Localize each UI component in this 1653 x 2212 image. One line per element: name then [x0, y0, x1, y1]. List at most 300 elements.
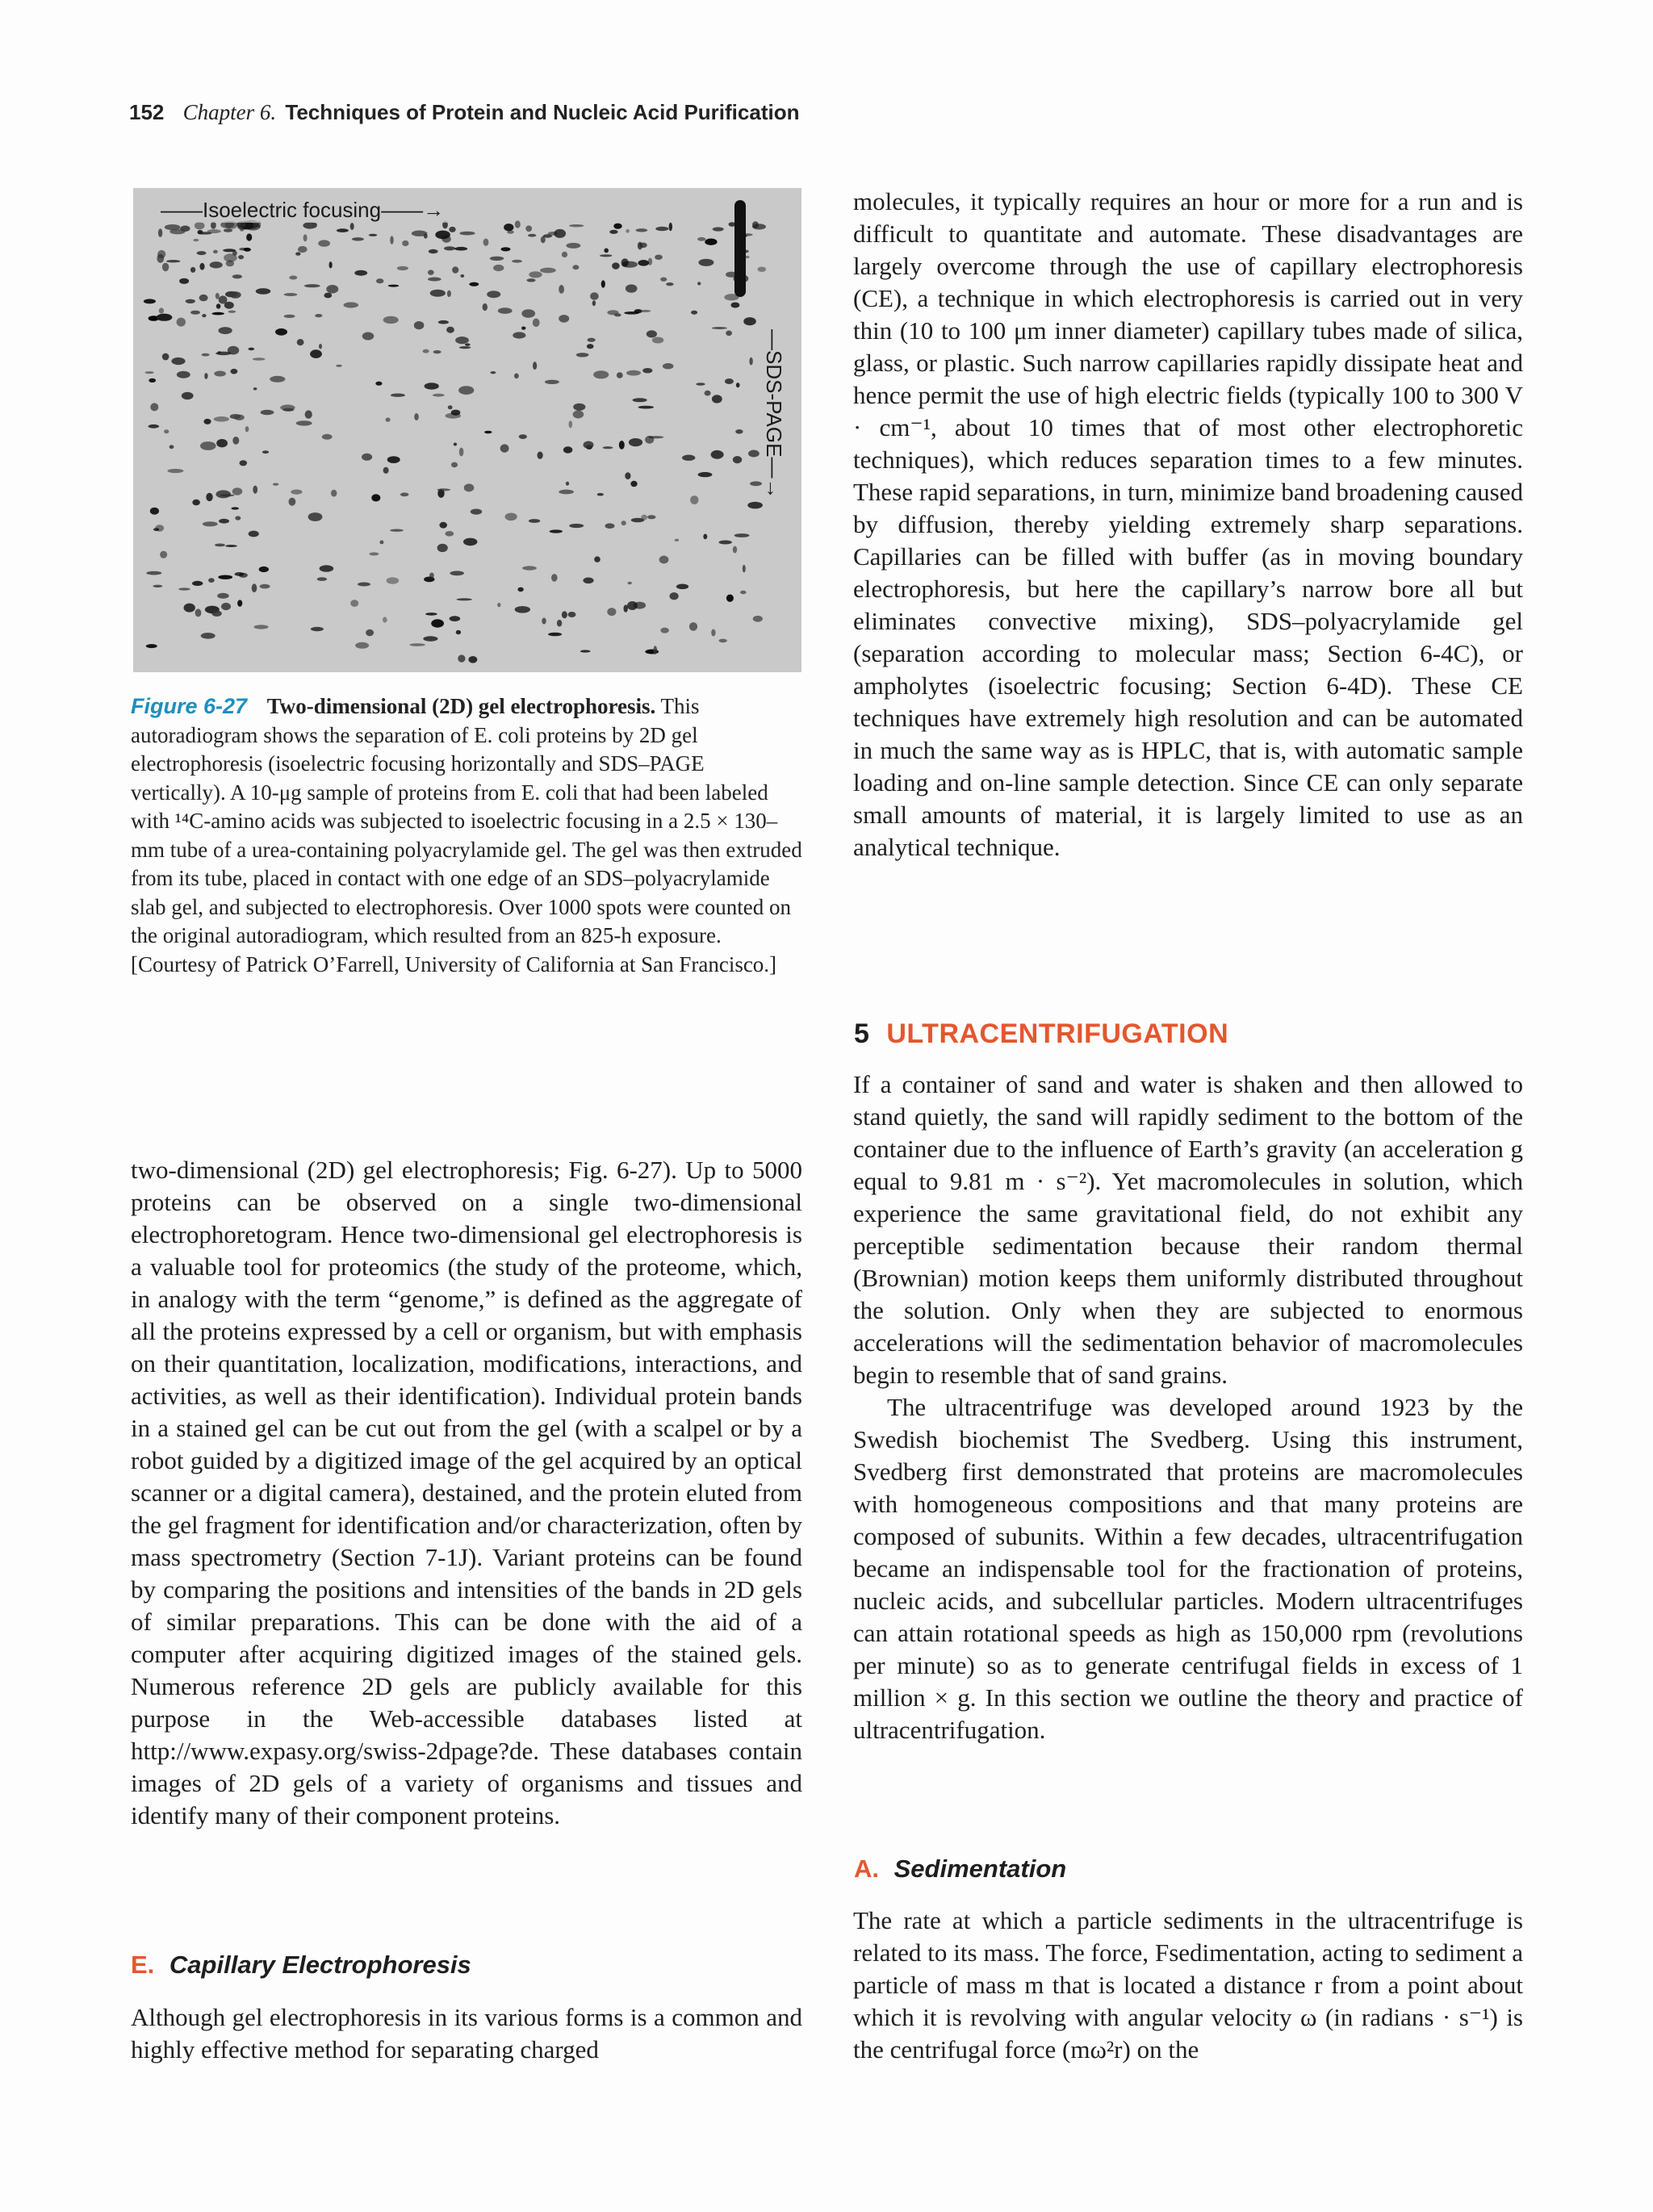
gel-spot: [659, 556, 669, 564]
gel-spot: [743, 565, 746, 573]
gel-spot: [621, 258, 629, 266]
gel-spot: [545, 380, 559, 384]
gel-spot: [423, 636, 437, 641]
gel-spot: [166, 260, 180, 262]
gel-spot: [593, 370, 609, 378]
gel-spot: [522, 566, 537, 570]
gel-spot: [645, 436, 654, 444]
gel-spot: [199, 295, 208, 301]
gel-spot: [719, 639, 727, 643]
gel-spot: [208, 578, 215, 583]
gel-spot: [219, 519, 229, 524]
gel-spot: [400, 492, 409, 496]
gel-spot: [584, 441, 594, 449]
gel-spot: [515, 606, 530, 613]
gel-spot: [178, 587, 190, 590]
subsection-heading-e: [131, 1951, 471, 1980]
gel-spot: [149, 424, 160, 429]
gel-spot: [221, 603, 231, 610]
gel-spot: [647, 330, 657, 337]
gel-spot: [454, 443, 457, 446]
gel-spot: [303, 234, 308, 241]
gel-spot: [647, 515, 655, 519]
gel-spot: [464, 483, 475, 491]
gel-spot: [337, 228, 349, 232]
gel-spot: [171, 358, 185, 365]
subsection-letter: A.: [854, 1854, 879, 1883]
gel-spot: [350, 600, 358, 607]
gel-spot: [538, 452, 543, 459]
gel-spot: [376, 278, 383, 283]
gel-spot: [719, 541, 732, 545]
gel-spot: [238, 255, 244, 259]
gel-spot: [758, 267, 767, 272]
gel-spot: [628, 582, 632, 584]
gel-spot: [487, 291, 500, 298]
gel-spot: [369, 552, 379, 555]
gel-spot: [493, 265, 504, 271]
gel-spot: [528, 234, 536, 237]
gel-spot: [607, 608, 616, 616]
gel-spot: [192, 581, 203, 586]
gel-spot: [490, 257, 504, 261]
gel-spot: [253, 486, 257, 494]
gel-spot: [711, 629, 715, 637]
isoelectric-focusing-label: ——Isoelectric focusing——→: [157, 198, 447, 223]
gel-spot: [654, 646, 658, 654]
left-column-bottom: [131, 2001, 802, 2066]
chapter-label: Chapter 6.: [182, 100, 277, 124]
gel-spot: [551, 574, 558, 582]
gel-spot: [383, 617, 387, 622]
gel-spot: [297, 339, 304, 345]
gel-spot: [311, 627, 324, 631]
gel-spot: [261, 410, 274, 415]
gel-spot: [232, 437, 239, 445]
gel-spot: [543, 234, 552, 237]
gel-spot: [215, 544, 225, 547]
gel-spot: [428, 270, 434, 274]
gel-spot: [471, 509, 482, 515]
gel-spot: [468, 656, 477, 663]
gel-spot: [703, 534, 707, 540]
gel-spot: [447, 291, 451, 297]
figure-caption-text: This autoradiogram shows the separation of E. coli proteins by 2D gel electrophoresis (isoelectric focusing horizontally and SDS–PAGE vertically). A 10-μg sample of proteins from E. coli that had been labeled with ¹⁴C-amino acids was subjected to isoelectric focusing in a 2.5 × 130–mm tube of a urea-containing polyacrylamide gel. The gel was then extruded from its tube, placed in contact with one edge of an SDS–polyacrylamide slab gel, and subjected to electrophoresis. Over 1000 spots were counted on the original autoradiogram, which resulted from an 825-h exposure. [Courtesy of Patrick O’Farrell, University of California at San Francisco.]: [131, 694, 802, 976]
gel-autoradiogram-image: [133, 188, 801, 672]
gel-spot: [387, 577, 400, 584]
right-paragraph-4: The rate at which a particle sediments in the ultracentrifuge is related to its mass. The force, Fsedimentation, acting to sediment a particle of mass m that is located a distance r from a point about which it is revolving with angular velocity ω (in radians · s⁻¹) is the centrifugal force (mω²r) on the: [853, 1906, 1523, 2064]
gel-spot: [712, 327, 727, 329]
gel-spot: [567, 243, 581, 249]
gel-spot: [284, 293, 298, 296]
gel-spot: [186, 299, 195, 303]
gel-spot: [237, 600, 242, 607]
gel-spot: [304, 284, 320, 287]
gel-spot: [439, 522, 447, 529]
gel-spot: [291, 490, 302, 495]
gel-spot: [533, 319, 540, 328]
gel-spot: [239, 248, 247, 251]
gel-spot: [350, 223, 354, 230]
gel-spot: [160, 551, 167, 558]
gel-spot: [445, 531, 454, 537]
gel-spot: [675, 539, 679, 542]
gel-spot: [631, 518, 644, 523]
gel-spot: [607, 310, 618, 315]
gel-spot: [158, 228, 162, 237]
gel-spot: [409, 643, 425, 646]
gel-spot: [217, 593, 229, 599]
gel-spot: [231, 507, 239, 509]
gel-spot: [521, 327, 525, 330]
gel-spot: [162, 263, 169, 272]
gel-spot: [388, 285, 399, 287]
gel-spot: [318, 240, 330, 246]
gel-spot: [456, 630, 461, 634]
gel-spot: [177, 318, 186, 327]
gel-spot: [698, 472, 713, 477]
gel-spot: [195, 222, 205, 230]
gel-spot: [362, 454, 372, 461]
gel-spot: [179, 278, 189, 284]
subsection-heading-a: [854, 1854, 1066, 1884]
gel-spot: [630, 481, 637, 487]
gel-spot: [232, 487, 243, 495]
gel-spot: [402, 240, 408, 246]
gel-spot: [225, 545, 237, 547]
gel-spot: [203, 521, 218, 526]
left-paragraph-2: Although gel electrophoresis in its various forms is a common and highly effective method for separating charged: [131, 2003, 802, 2064]
gel-spot: [331, 490, 337, 497]
gel-spot: [310, 349, 322, 358]
gel-spot: [423, 349, 429, 353]
gel-spot: [249, 348, 255, 351]
gel-spot: [705, 391, 711, 396]
gel-spot: [500, 444, 509, 452]
gel-spot: [733, 456, 742, 463]
gel-spot: [559, 490, 574, 495]
gel-spot: [298, 246, 308, 253]
gel-spot: [149, 378, 156, 383]
right-column-top: [853, 186, 1523, 863]
gel-spot: [190, 311, 200, 315]
gel-spot: [626, 229, 630, 233]
gel-spot: [429, 249, 438, 253]
gel-spot: [642, 368, 652, 373]
subsection-title: Sedimentation: [893, 1854, 1067, 1883]
right-paragraph-3: The ultracentrifuge was developed around 1923 by the Swedish biochemist The Svedberg. Using this instrument, Svedberg first demonstrated that proteins are macromolecules with homogeneous compositions and that many proteins are composed of subunits. Within a few decades, ultracentrifugation became an indispensable tool for the fractionation of proteins, nucleic acids, and subcellular particles. Modern ultracentrifuges can attain rotational speeds as high as 150,000 rpm (revolutions per minute) so as to generate centrifugal fields in excess of 1 million × g. In this section we outline the theory and practice of ultracentrifugation.: [853, 1393, 1523, 1744]
gel-spot: [199, 263, 204, 270]
gel-spot: [514, 374, 519, 379]
gel-spot: [446, 327, 454, 333]
gel-spot: [569, 224, 584, 227]
gel-spot: [253, 387, 257, 390]
gel-spot: [605, 523, 615, 529]
gel-spot: [202, 353, 210, 357]
gel-streak: [734, 200, 746, 297]
gel-spot: [216, 293, 220, 299]
gel-spot: [569, 524, 584, 528]
gel-spot: [603, 446, 613, 449]
gel-spot: [573, 404, 585, 411]
gel-spot: [206, 493, 212, 501]
gel-spot: [200, 441, 216, 450]
gel-spot: [280, 404, 295, 410]
gel-spot: [228, 346, 239, 355]
gel-spot: [451, 462, 458, 468]
gel-spot: [324, 293, 332, 299]
gel-spot: [554, 229, 566, 238]
right-paragraph-1: molecules, it typically requires an hour or more for a run and is difficult to quantitate and automate. These disadvantages are largely overcome through the use of capillary electrophoresis (CE), a technique in which electrophoresis is carried out in very thin (10 to 100 μm inner diameter) capillary tubes made of silica, glass, or plastic. Such narrow capillaries rapidly dissipate heat and hence permit the use of high electric fields (typically 100 to 300 V · cm⁻¹, about 10 times that of most other electrophoretic techniques), which reduces separation times to a few minutes. These rapid separations, in turn, minimize band broadening caused by diffusion, thereby yielding extremely sharp separations. Capillaries can be filled with buffer (as in moving boundary electrophoresis, but here the capillary’s narrow bore all but eliminates convective mixing), SDS–polyacrylamide gel (separation according to molecular mass; Section 6-4C), or ampholytes (isoelectric focusing; Section 6-4D). These CE techniques have extremely high resolution and can be automated in much the same way as is HPLC, that is, with automatic sample loading and on-line sample detection. Since CE can only separate small amounts of material, it is largely limited to use as an analytical technique.: [853, 187, 1523, 861]
gel-spot: [501, 247, 511, 251]
subsection-title: Capillary Electrophoresis: [169, 1951, 471, 1979]
gel-spot: [691, 311, 697, 315]
gel-spot: [705, 239, 717, 245]
gel-spot: [625, 472, 630, 479]
gel-spot: [397, 266, 408, 270]
gel-spot: [730, 303, 739, 308]
gel-spot: [449, 227, 455, 232]
left-paragraph-1: two-dimensional (2D) gel electrophoresis; Fig. 6-27). Up to 5000 proteins can be observed on a single two-dimensional electrophoretogram. Hence two-dimensional gel electrophoresis is a valuable tool for proteomics (the study of the proteome, which, in analogy with the term “genome,” is defined as the aggregate of all the proteins expressed by a cell or organism, but with emphasis on their quantitation, localization, modifications, interactions, and activities, as well as their identification). Individual protein bands in a stained gel can be cut out from the gel (with a scalpel or by a robot guided by a digitized image of the gel acquired by an optical scanner or a digital camera), destained, and the protein eluted from the gel fragment for identification and/or characterization, often by mass spectrometry (Section 7-1J). Variant proteins can be found by comparing the positions and intensities of the bands in 2D gels of similar preparations. This can be done with the aid of a computer after acquiring digitized images of the stained gels. Numerous reference 2D gels are publicly available for this purpose in the Web-accessible databases listed at http://www.expasy.org/swiss-2dpage?de. These databases contain images of 2D gels of a variety of organisms and tissues and identify many of their component proteins.: [131, 1156, 802, 1829]
gel-spot: [566, 482, 569, 486]
gel-spot: [164, 429, 169, 433]
gel-spot: [652, 337, 663, 344]
gel-spot: [216, 490, 231, 498]
gel-spot: [212, 312, 224, 316]
right-column-bottom: [853, 1905, 1523, 2066]
gel-spot: [228, 311, 236, 313]
gel-spot: [203, 419, 211, 424]
page-number: 152: [129, 100, 165, 124]
gel-spot: [214, 371, 226, 377]
gel-spot: [633, 398, 647, 402]
gel-spot: [329, 261, 333, 268]
gel-spot: [638, 260, 649, 266]
gel-spot: [224, 228, 232, 232]
gel-spot: [358, 583, 370, 587]
gel-spot: [491, 371, 496, 374]
gel-spot: [463, 538, 477, 546]
gel-spot: [320, 565, 334, 572]
figure-number: Figure 6-27: [131, 694, 248, 718]
gel-spot: [425, 383, 439, 389]
gel-spot: [414, 321, 425, 329]
gel-spot: [736, 383, 740, 387]
gel-spot: [448, 405, 453, 409]
gel-spot: [548, 633, 562, 637]
gel-spot: [204, 373, 207, 379]
gel-spot: [226, 261, 234, 267]
gel-spot: [733, 546, 737, 554]
gel-spot: [697, 282, 701, 285]
gel-spot: [484, 431, 492, 433]
gel-spot: [289, 498, 296, 506]
gel-spot: [211, 611, 221, 617]
gel-spot: [601, 280, 605, 287]
gel-spot: [569, 420, 573, 428]
gel-spot: [676, 584, 688, 590]
gel-spot: [459, 232, 475, 236]
chapter-title: Techniques of Protein and Nucleic Acid Purification: [285, 100, 800, 124]
gel-spot: [634, 602, 646, 609]
gel-spot: [459, 448, 464, 457]
gel-spot: [619, 441, 625, 450]
gel-spot: [246, 233, 252, 240]
figure-caption: [131, 692, 802, 979]
gel-spot: [235, 516, 241, 520]
gel-spot: [624, 312, 639, 315]
gel-spot: [157, 250, 165, 258]
gel-spot: [146, 644, 157, 648]
gel-spot: [713, 227, 724, 231]
gel-spot: [312, 223, 317, 226]
gel-spot: [219, 295, 228, 303]
gel-spot: [711, 450, 724, 459]
gel-spot: [690, 496, 698, 504]
gel-spot: [319, 344, 322, 349]
gel-spot: [505, 513, 517, 521]
gel-spot: [568, 612, 576, 617]
gel-spot: [515, 220, 521, 228]
gel-spot: [270, 376, 285, 383]
gel-spot: [371, 494, 380, 501]
gel-spot: [391, 394, 405, 397]
gel-spot: [201, 633, 216, 639]
gel-spot: [583, 578, 593, 584]
left-column: [131, 1154, 802, 1832]
gel-spot: [753, 616, 763, 622]
gel-spot: [210, 261, 223, 268]
gel-spot: [750, 481, 762, 486]
gel-spot: [225, 291, 237, 297]
right-column-middle: [853, 1068, 1523, 1746]
gel-spot: [219, 327, 232, 334]
gel-spot: [660, 278, 667, 282]
gel-spot: [197, 251, 207, 255]
gel-spot: [696, 383, 705, 385]
gel-spot: [260, 584, 270, 589]
gel-spot: [469, 282, 479, 286]
gel-spot: [336, 365, 342, 367]
gel-spot: [626, 370, 641, 376]
gel-spot: [747, 502, 763, 509]
gel-spot: [682, 455, 695, 461]
gel-spot: [437, 544, 448, 552]
gel-spot: [235, 572, 245, 576]
gel-spot: [369, 234, 378, 236]
gel-spot: [559, 285, 564, 294]
gel-spot: [513, 332, 525, 338]
gel-spot: [435, 231, 450, 240]
gel-spot: [666, 282, 673, 286]
figure-title: Two-dimensional (2D) gel electrophoresis.: [266, 694, 656, 718]
gel-spot: [559, 315, 569, 323]
gel-spot: [617, 372, 623, 378]
gel-spot: [497, 603, 500, 607]
gel-spot: [573, 411, 584, 419]
gel-spot: [428, 278, 441, 282]
gel-spot: [669, 223, 672, 231]
gel-spot: [184, 604, 195, 613]
gel-spot: [355, 642, 369, 649]
gel-spot: [253, 625, 268, 629]
gel-spot: [640, 310, 651, 312]
gel-spot: [259, 567, 269, 572]
gel-spot: [698, 259, 714, 266]
gel-spot: [216, 439, 228, 447]
gel-spot: [621, 521, 626, 525]
gel-spot: [609, 230, 617, 234]
gel-spot: [240, 460, 248, 466]
gel-spot: [390, 529, 404, 532]
gel-spot: [451, 410, 461, 416]
gel-spot: [726, 331, 732, 337]
gel-spot: [483, 303, 488, 311]
sds-page-label: —SDS-PAGE—→: [762, 329, 786, 500]
gel-spot: [153, 528, 159, 531]
section-heading: [854, 1018, 1228, 1050]
gel-spot: [638, 406, 654, 409]
gel-spot: [455, 337, 469, 344]
gel-spot: [275, 328, 287, 336]
gel-spot: [519, 434, 527, 439]
gel-spot: [169, 445, 174, 449]
right-paragraph-2: If a container of sand and water is shaken and then allowed to stand quietly, the sand will rapidly sediment to the bottom of the container due to the influence of Earth’s gravity (an acceleration g equal to 9.81 m · s⁻²). Yet macromolecules in solution, which experience the same gravitational field, do not exhibit any perceptible sedimentation because their random thermal (Brownian) motion keeps them uniformly distributed throughout the solution. Only when they are subjected to enormous accelerations will the sedimentation behavior of macromolecules begin to resemble that of sand grains.: [853, 1070, 1523, 1389]
gel-spot: [167, 469, 183, 473]
gel-spot: [249, 531, 259, 537]
gel-spot: [749, 358, 752, 366]
gel-spot: [444, 246, 455, 250]
gel-spot: [198, 232, 211, 234]
gel-spot: [588, 338, 596, 342]
gel-spot: [740, 591, 747, 594]
gel-spot: [597, 493, 604, 496]
gel-spot: [344, 302, 359, 307]
gel-spot: [284, 315, 295, 318]
gel-spot: [308, 512, 323, 521]
running-head: [129, 100, 799, 125]
gel-spot: [726, 595, 734, 602]
gel-spot: [153, 585, 162, 587]
gel-spot: [612, 262, 620, 270]
gel-spot: [529, 271, 542, 278]
gel-spot: [504, 224, 513, 231]
gel-spot: [232, 274, 242, 278]
gel-spot: [752, 221, 759, 228]
gel-spot: [517, 587, 523, 592]
gel-spot: [689, 622, 697, 631]
gel-spot: [557, 620, 562, 627]
gel-spot: [580, 650, 591, 652]
gel-spot: [162, 353, 169, 361]
gel-spot: [305, 410, 312, 418]
gel-spot: [624, 604, 628, 612]
gel-spot: [146, 571, 161, 575]
gel-spot: [592, 300, 596, 306]
gel-spot: [660, 628, 668, 633]
gel-spot: [572, 265, 579, 270]
gel-spot: [438, 320, 449, 324]
gel-spot: [526, 278, 535, 282]
gel-spot: [655, 255, 663, 260]
gel-spot: [735, 429, 743, 434]
gel-spot: [433, 350, 441, 353]
gel-spot: [458, 654, 465, 662]
gel-spot: [450, 571, 464, 575]
gel-spot: [150, 508, 159, 515]
gel-spot: [296, 420, 312, 425]
gel-spot: [352, 237, 364, 240]
